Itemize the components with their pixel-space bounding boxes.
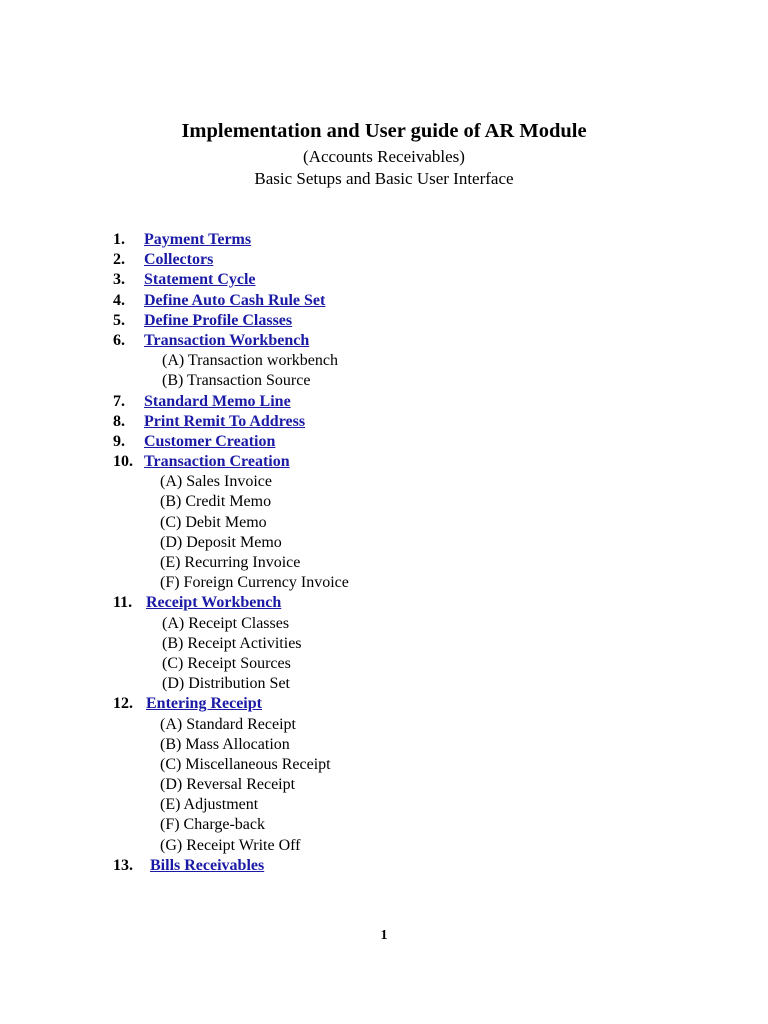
toc-item-link[interactable]: Statement Cycle xyxy=(144,271,256,289)
table-of-contents xyxy=(0,230,768,876)
toc-subitem xyxy=(0,573,768,593)
toc-subitem-label: (F) Foreign Currency Invoice xyxy=(160,574,349,592)
toc-subitem-label: (B) Credit Memo xyxy=(160,493,272,511)
toc-subitem xyxy=(0,674,768,694)
page-number: 1 xyxy=(380,928,388,943)
toc-item xyxy=(0,593,768,613)
toc-item-number: 11. xyxy=(113,594,133,612)
toc-item xyxy=(0,432,768,452)
toc-subitem xyxy=(0,513,768,533)
toc-subitem xyxy=(0,371,768,391)
toc-subitem-label: (A) Receipt Classes xyxy=(162,614,290,632)
toc-item-link[interactable]: Define Auto Cash Rule Set xyxy=(144,291,326,309)
toc-subitem-label: (E) Adjustment xyxy=(160,796,259,814)
toc-subitem-label: (A) Standard Receipt xyxy=(160,715,296,733)
toc-item xyxy=(0,250,768,270)
toc-subitem-label: (D) Distribution Set xyxy=(162,675,290,693)
toc-subitem-label: (C) Debit Memo xyxy=(160,513,267,531)
toc-item-number: 6. xyxy=(113,331,125,349)
toc-subitem xyxy=(0,735,768,755)
toc-subitem xyxy=(0,472,768,492)
toc-subitem-label: (D) Reversal Receipt xyxy=(160,776,296,794)
toc-item xyxy=(0,311,768,331)
toc-subitem-label: (A) Sales Invoice xyxy=(160,473,272,491)
toc-subitem xyxy=(0,654,768,674)
toc-item xyxy=(0,392,768,412)
toc-subitem-label: (C) Miscellaneous Receipt xyxy=(160,755,331,773)
toc-item-number: 2. xyxy=(113,251,125,269)
toc-subitem-label: (G) Receipt Write Off xyxy=(160,836,301,854)
toc-item-number: 1. xyxy=(113,231,125,248)
toc-subitem-label: (E) Recurring Invoice xyxy=(160,554,301,571)
toc-subitem-label: (B) Receipt Activities xyxy=(162,634,302,652)
toc-subitem xyxy=(0,836,768,856)
toc-subitem-label: (D) Deposit Memo xyxy=(160,533,282,551)
toc-subitem xyxy=(0,614,768,634)
toc-item-link[interactable]: Collectors xyxy=(144,251,214,269)
document-subtitle-setup: Basic Setups and Basic User Interface xyxy=(254,169,514,188)
toc-subitem xyxy=(0,795,768,815)
toc-item-number: 10. xyxy=(113,453,133,471)
toc-item xyxy=(0,331,768,351)
document-subtitle: (Accounts Receivables) xyxy=(303,147,465,166)
toc-item xyxy=(0,291,768,311)
toc-item-link[interactable]: Define Profile Classes xyxy=(144,311,293,329)
toc-item-link[interactable]: Bills Receivables xyxy=(150,856,265,874)
toc-item-link[interactable]: Payment Terms xyxy=(144,231,252,248)
toc-subitem xyxy=(0,775,768,795)
toc-item xyxy=(0,270,768,290)
toc-item-link[interactable]: Customer Creation xyxy=(144,432,276,450)
toc-item xyxy=(0,230,768,250)
toc-item xyxy=(0,694,768,714)
toc-item xyxy=(0,856,768,876)
toc-subitem-label: (A) Transaction workbench xyxy=(162,352,338,370)
toc-item-link[interactable]: Transaction Workbench xyxy=(144,331,310,349)
toc-subitem xyxy=(0,715,768,735)
toc-subitem xyxy=(0,755,768,775)
toc-subitem xyxy=(0,553,768,573)
toc-item-link[interactable]: Transaction Creation xyxy=(144,453,290,471)
toc-item-number: 8. xyxy=(113,412,125,430)
toc-item-link[interactable]: Print Remit To Address xyxy=(144,412,306,430)
toc-item-link[interactable]: Entering Receipt xyxy=(146,695,262,713)
toc-subitem-label: (B) Mass Allocation xyxy=(160,735,290,753)
toc-item-number: 3. xyxy=(113,271,125,289)
toc-item-link[interactable]: Standard Memo Line xyxy=(144,392,291,410)
toc-item-number: 12. xyxy=(113,695,133,713)
toc-subitem xyxy=(0,533,768,553)
toc-subitem-label: (B) Transaction Source xyxy=(162,372,311,390)
toc-item xyxy=(0,412,768,432)
toc-subitem-label: (C) Receipt Sources xyxy=(162,654,291,672)
toc-subitem xyxy=(0,815,768,835)
toc-item-number: 13. xyxy=(113,856,133,874)
toc-item-number: 9. xyxy=(113,432,125,450)
toc-item-link[interactable]: Receipt Workbench xyxy=(146,594,282,612)
toc-subitem-label: (F) Charge-back xyxy=(160,816,265,834)
toc-subitem xyxy=(0,634,768,654)
toc-item-number: 5. xyxy=(113,311,125,329)
toc-item-number: 4. xyxy=(113,291,125,309)
document-title: Implementation and User guide of AR Module xyxy=(181,120,587,142)
toc-item-number: 7. xyxy=(113,392,125,410)
toc-subitem xyxy=(0,492,768,512)
toc-item xyxy=(0,452,768,472)
toc-subitem xyxy=(0,351,768,371)
